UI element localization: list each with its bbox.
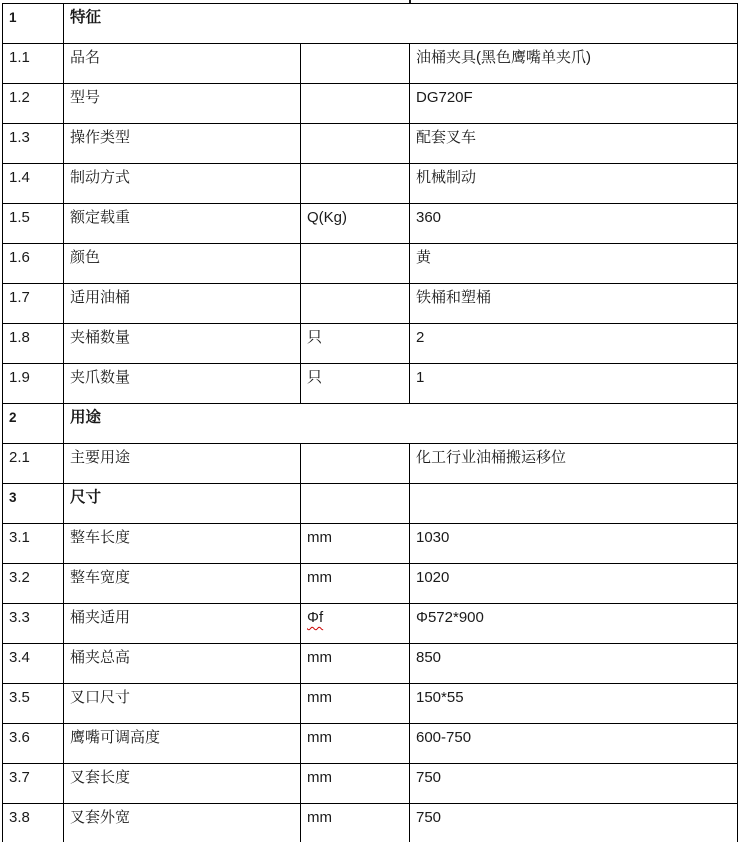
spec-row bbox=[3, 604, 738, 644]
row-number-cell: 1.3 bbox=[3, 124, 64, 164]
item-name-cell: 适用油桶 bbox=[64, 284, 301, 324]
row-number-cell: 3.3 bbox=[3, 604, 64, 644]
spec-row bbox=[3, 124, 738, 164]
unit-cell bbox=[301, 164, 410, 204]
spec-row bbox=[3, 44, 738, 84]
section-title-cell: 用途 bbox=[64, 404, 738, 444]
value-cell: 1030 bbox=[410, 524, 738, 564]
item-name-cell: 操作类型 bbox=[64, 124, 301, 164]
row-number-cell: 3.7 bbox=[3, 764, 64, 804]
row-number-cell: 1.1 bbox=[3, 44, 64, 84]
unit-cell bbox=[301, 444, 410, 484]
section-row-dimensions bbox=[3, 484, 738, 524]
value-cell: 360 bbox=[410, 204, 738, 244]
item-name-cell: 主要用途 bbox=[64, 444, 301, 484]
item-name-cell: 鹰嘴可调高度 bbox=[64, 724, 301, 764]
unit-cell: mm bbox=[301, 684, 410, 724]
unit-cell bbox=[301, 604, 410, 644]
spec-row bbox=[3, 164, 738, 204]
row-number-cell: 3 bbox=[3, 484, 64, 524]
row-number-cell: 1.8 bbox=[3, 324, 64, 364]
row-number-cell: 1.9 bbox=[3, 364, 64, 404]
item-name-cell: 夹桶数量 bbox=[64, 324, 301, 364]
item-name-cell: 叉口尺寸 bbox=[64, 684, 301, 724]
item-name-cell: 整车长度 bbox=[64, 524, 301, 564]
value-cell: 750 bbox=[410, 804, 738, 842]
value-cell: 600-750 bbox=[410, 724, 738, 764]
item-name-cell: 桶夹适用 bbox=[64, 604, 301, 644]
row-number-cell: 1 bbox=[3, 4, 64, 44]
spec-row bbox=[3, 644, 738, 684]
row-number-cell: 2 bbox=[3, 404, 64, 444]
spec-row bbox=[3, 84, 738, 124]
spec-row bbox=[3, 204, 738, 244]
value-cell: 1020 bbox=[410, 564, 738, 604]
unit-cell: mm bbox=[301, 804, 410, 842]
value-cell: 化工行业油桶搬运移位 bbox=[410, 444, 738, 484]
item-name-cell: 叉套外宽 bbox=[64, 804, 301, 842]
unit-cell: mm bbox=[301, 764, 410, 804]
row-number-cell: 3.6 bbox=[3, 724, 64, 764]
item-name-cell: 颜色 bbox=[64, 244, 301, 284]
spec-row bbox=[3, 764, 738, 804]
value-cell: 铁桶和塑桶 bbox=[410, 284, 738, 324]
section-row-usage bbox=[3, 404, 738, 444]
item-name-cell: 桶夹总高 bbox=[64, 644, 301, 684]
unit-cell: 只 bbox=[301, 324, 410, 364]
row-number-cell: 1.7 bbox=[3, 284, 64, 324]
spec-row bbox=[3, 524, 738, 564]
unit-cell: mm bbox=[301, 724, 410, 764]
spec-row bbox=[3, 244, 738, 284]
value-cell: 油桶夹具(黑色鹰嘴单夹爪) bbox=[410, 44, 738, 84]
value-cell: 750 bbox=[410, 764, 738, 804]
value-cell: 黄 bbox=[410, 244, 738, 284]
value-cell: 850 bbox=[410, 644, 738, 684]
value-cell: 150*55 bbox=[410, 684, 738, 724]
spec-row bbox=[3, 724, 738, 764]
value-cell: Φ572*900 bbox=[410, 604, 738, 644]
row-number-cell: 1.4 bbox=[3, 164, 64, 204]
row-number-cell: 1.5 bbox=[3, 204, 64, 244]
spec-row bbox=[3, 364, 738, 404]
spec-row bbox=[3, 684, 738, 724]
value-cell: 2 bbox=[410, 324, 738, 364]
value-cell: 配套叉车 bbox=[410, 124, 738, 164]
item-name-cell: 额定载重 bbox=[64, 204, 301, 244]
spec-row bbox=[3, 324, 738, 364]
row-number-cell: 1.6 bbox=[3, 244, 64, 284]
unit-cell bbox=[301, 484, 410, 524]
row-number-cell: 3.8 bbox=[3, 804, 64, 842]
row-number-cell: 3.4 bbox=[3, 644, 64, 684]
unit-cell: Q(Kg) bbox=[301, 204, 410, 244]
unit-cell: 只 bbox=[301, 364, 410, 404]
unit-cell bbox=[301, 244, 410, 284]
section-title-cell: 特征 bbox=[64, 4, 738, 44]
misspelled-unit-text: Φf bbox=[307, 609, 324, 626]
section-title-cell: 尺寸 bbox=[64, 484, 301, 524]
item-name-cell: 制动方式 bbox=[64, 164, 301, 204]
item-name-cell: 整车宽度 bbox=[64, 564, 301, 604]
unit-cell bbox=[301, 124, 410, 164]
unit-cell: mm bbox=[301, 564, 410, 604]
row-number-cell: 3.2 bbox=[3, 564, 64, 604]
unit-cell bbox=[301, 284, 410, 324]
item-name-cell: 叉套长度 bbox=[64, 764, 301, 804]
item-name-cell: 型号 bbox=[64, 84, 301, 124]
value-cell bbox=[410, 484, 738, 524]
row-number-cell: 3.5 bbox=[3, 684, 64, 724]
value-cell: 机械制动 bbox=[410, 164, 738, 204]
unit-cell bbox=[301, 44, 410, 84]
row-number-cell: 2.1 bbox=[3, 444, 64, 484]
row-number-cell: 3.1 bbox=[3, 524, 64, 564]
item-name-cell: 夹爪数量 bbox=[64, 364, 301, 404]
value-cell: DG720F bbox=[410, 84, 738, 124]
spec-table bbox=[2, 3, 738, 842]
row-number-cell: 1.2 bbox=[3, 84, 64, 124]
spec-row bbox=[3, 804, 738, 842]
spec-row bbox=[3, 564, 738, 604]
spec-row bbox=[3, 444, 738, 484]
unit-cell: mm bbox=[301, 644, 410, 684]
section-row-features bbox=[3, 4, 738, 44]
spec-row bbox=[3, 284, 738, 324]
item-name-cell: 品名 bbox=[64, 44, 301, 84]
unit-cell bbox=[301, 84, 410, 124]
value-cell: 1 bbox=[410, 364, 738, 404]
unit-cell: mm bbox=[301, 524, 410, 564]
